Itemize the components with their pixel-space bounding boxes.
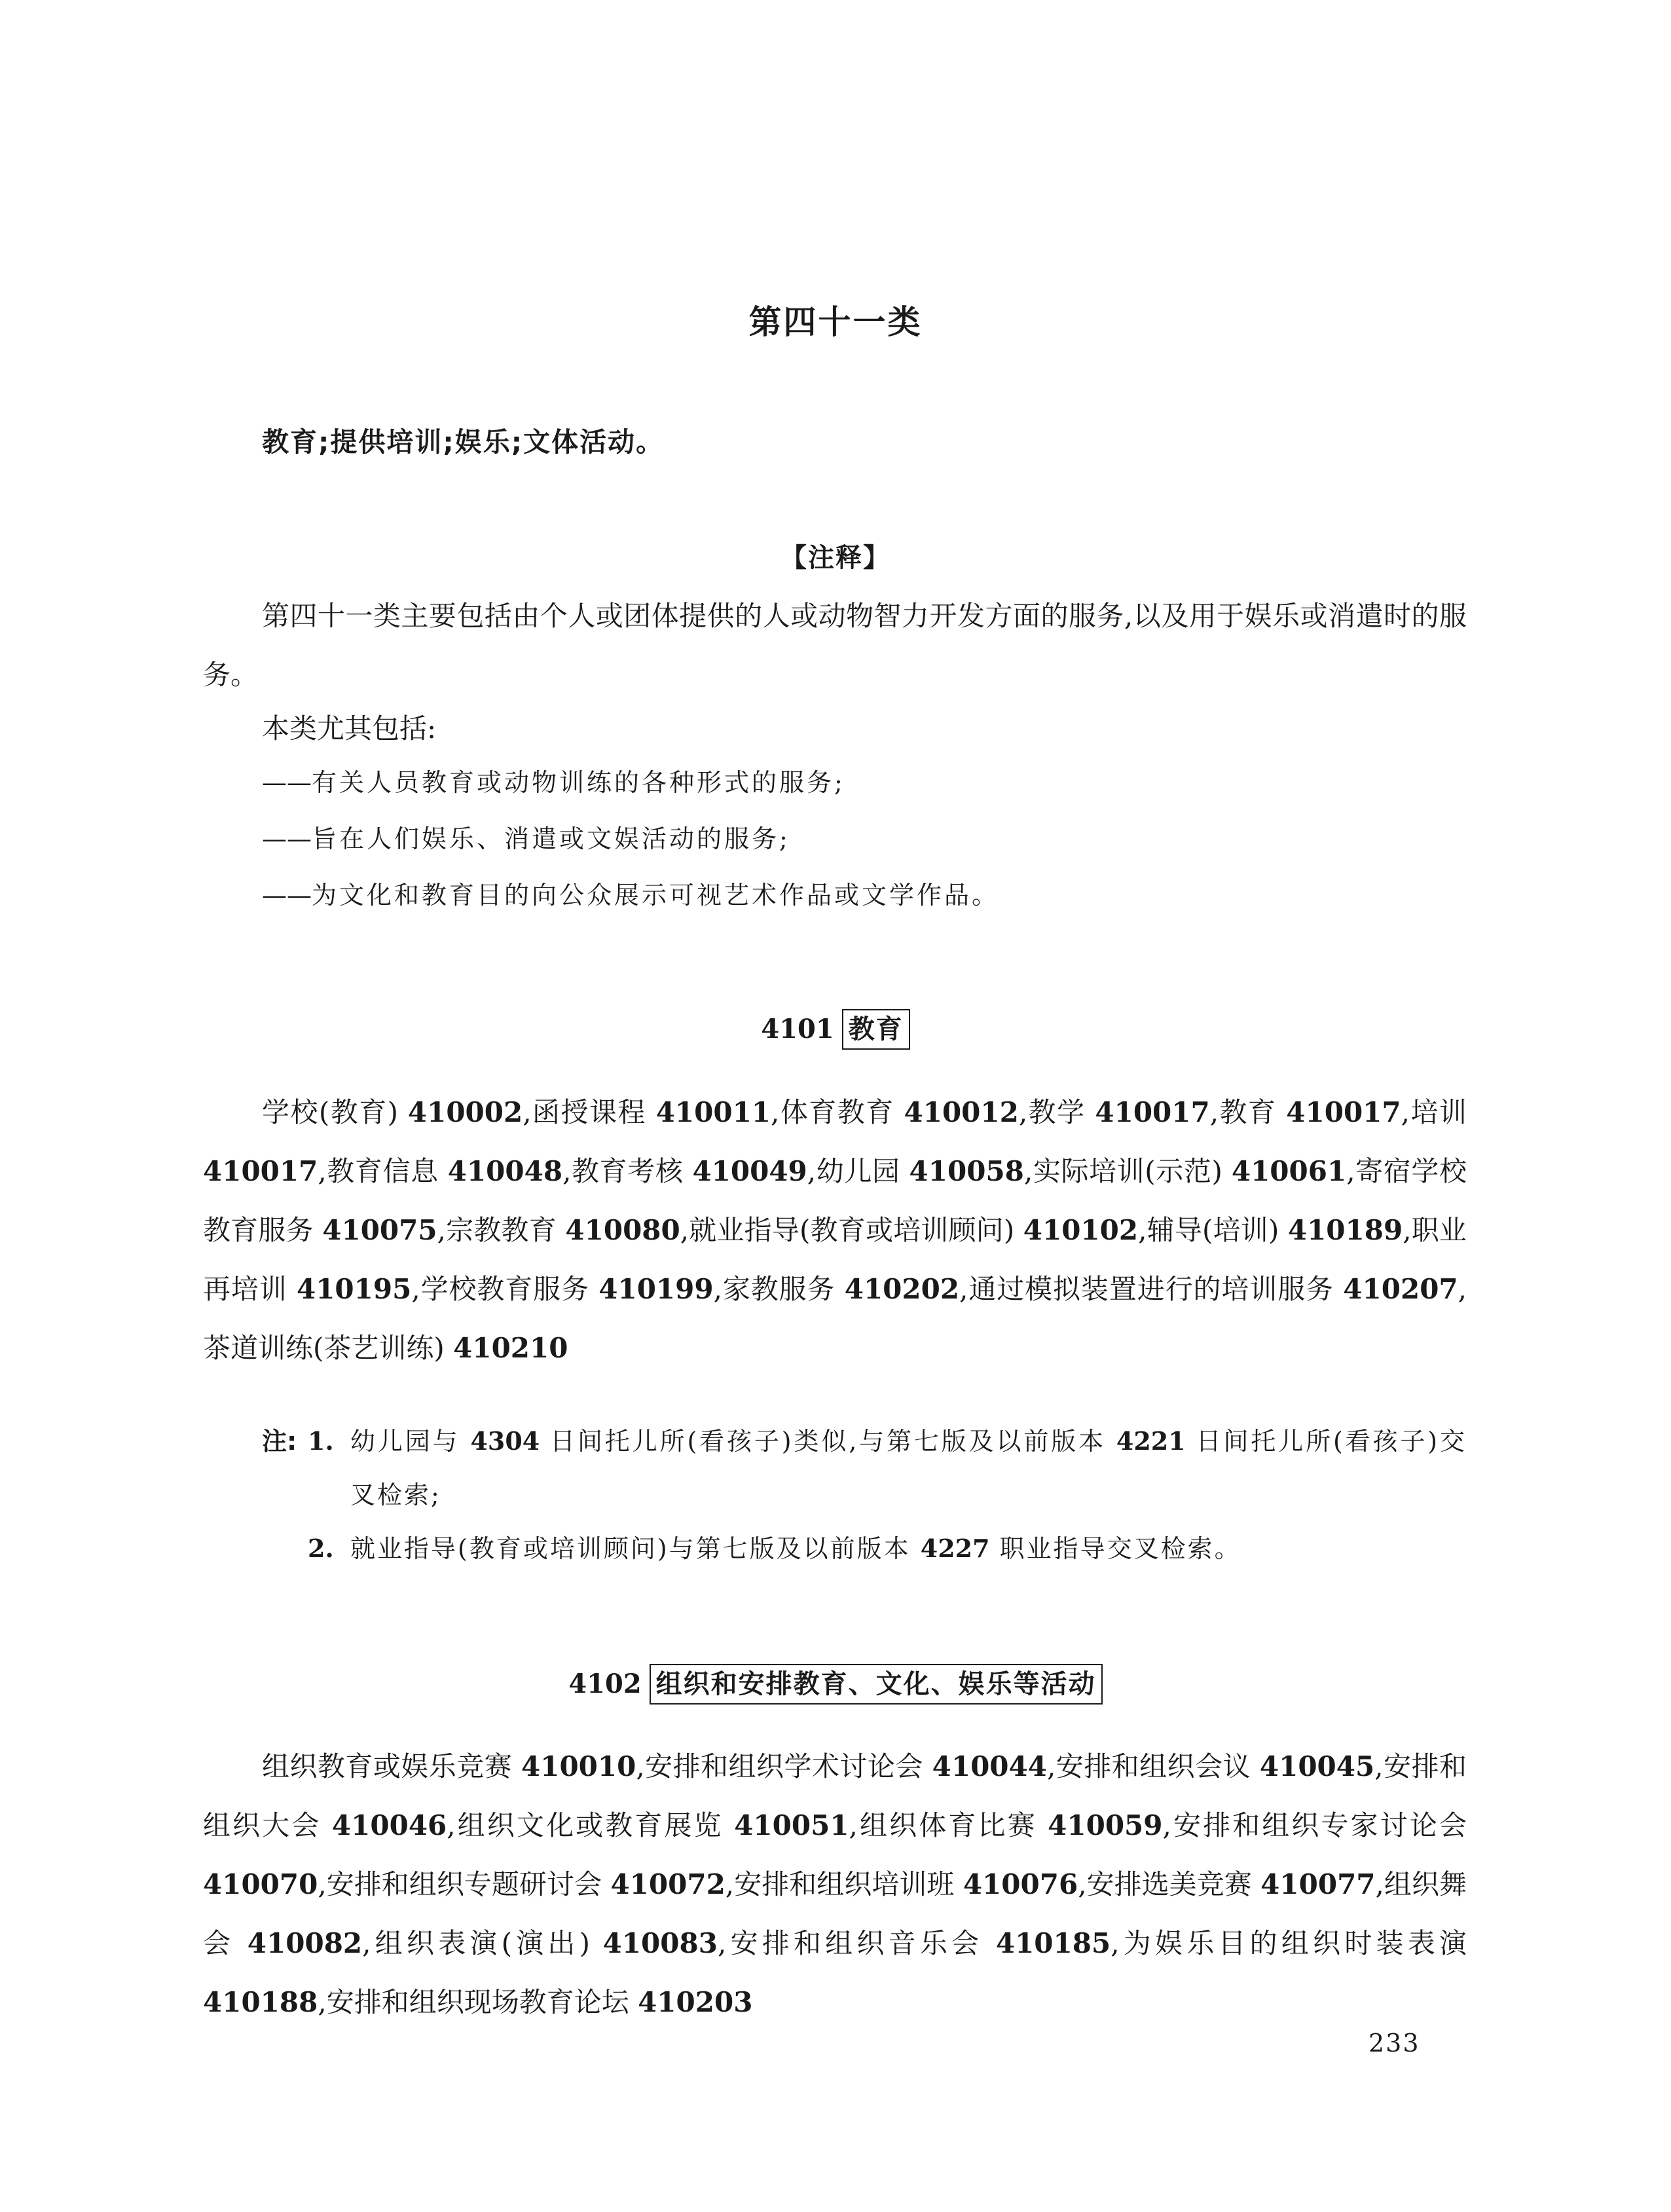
section-number: 4102 (568, 1668, 642, 1699)
entry-name: 就业指导(教育或培训顾问) (689, 1214, 1015, 1246)
entry-item: 安排和组织会议 410045, (1056, 1750, 1384, 1782)
section-entries-4101 (203, 1083, 1467, 1378)
entry-item: 安排和组织专家讨论会 410070, (203, 1809, 1467, 1900)
section-heading-4101 (0, 1008, 1671, 1054)
entry-item: 寄宿学校教育服务 410075, (203, 1155, 1467, 1246)
annotation-list-item-text: 为文化和教育目的向公众展示可视艺术作品或文学作品。 (312, 881, 1000, 910)
entry-item: 幼儿园 410058, (816, 1155, 1033, 1187)
entry-name: 安排和组织培训班 (734, 1868, 955, 1900)
dash-mark: —— (262, 824, 312, 853)
entry-code: 410207 (1343, 1273, 1458, 1305)
entry-code: 410011 (655, 1096, 771, 1128)
entry-item: 为娱乐目的组织时装表演 410188, (203, 1927, 1467, 2018)
entry-name: 宗教教育 (445, 1214, 557, 1246)
entry-name: 组织体育比赛 (857, 1809, 1037, 1841)
entry-code: 410202 (844, 1273, 960, 1305)
entry-code: 410185 (995, 1927, 1111, 1959)
entry-item: 教育信息 410048, (326, 1155, 572, 1187)
entry-code: 410195 (296, 1273, 412, 1305)
entry-item: 安排和组织培训班 410076, (734, 1868, 1087, 1900)
note-code: 4221 (1116, 1426, 1186, 1456)
entry-name: 安排和组织现场教育论坛 (326, 1986, 629, 2018)
entry-name: 组织教育或娱乐竞赛 (262, 1750, 513, 1782)
entry-name: 实际培训(示范) (1033, 1155, 1222, 1187)
entry-code: 410072 (610, 1868, 725, 1900)
entry-name: 函授课程 (531, 1096, 646, 1128)
entry-code: 410188 (203, 1986, 318, 2018)
entry-item: 组织教育或娱乐竞赛 410010, (262, 1750, 645, 1782)
entry-code: 410044 (932, 1750, 1047, 1782)
entry-code: 410070 (203, 1868, 318, 1900)
entry-item: 教学 410017, (1027, 1096, 1219, 1128)
entry-name: 组织文化或教育展览 (455, 1809, 724, 1841)
section-notes-4101 (262, 1414, 1467, 1576)
entry-item: 宗教教育 410080, (445, 1214, 689, 1246)
entry-code: 410083 (602, 1927, 718, 1959)
entry-name: 寄宿学校教育服务 (203, 1155, 1467, 1246)
entry-code: 410077 (1260, 1868, 1376, 1900)
annotation-heading: 【注释】 (780, 543, 891, 573)
entry-item: 辅导(培训) 410189, (1147, 1214, 1412, 1246)
entry-code: 410012 (904, 1096, 1019, 1128)
entry-code: 410051 (734, 1809, 849, 1841)
entry-name: 通过模拟装置进行的培训服务 (968, 1273, 1334, 1305)
entry-code: 410061 (1231, 1155, 1347, 1187)
entry-item: 组织表演(演出) 410083, (371, 1927, 727, 1959)
entry-code: 410080 (565, 1214, 680, 1246)
note-text-part: 日间托儿所(看孩子)类似,与第七版及以前版本 (550, 1427, 1106, 1456)
entry-item: 学校(教育) 410002, (262, 1096, 532, 1128)
entry-name: 组织舞会 (203, 1868, 1467, 1959)
annotation-list-item (262, 811, 1467, 867)
entry-item (203, 1332, 568, 1364)
entry-code: 410045 (1259, 1750, 1375, 1782)
note-text-part: 职业指导交叉检索。 (999, 1534, 1241, 1563)
entry-code: 410189 (1287, 1214, 1403, 1246)
entry-name: 安排和组织大会 (203, 1750, 1467, 1841)
note-number: 2. (308, 1534, 334, 1563)
entry-item: 培训 410017, (203, 1096, 1467, 1187)
note-item (262, 1522, 1467, 1576)
annotation-includes-label: 本类尤其包括: (262, 712, 437, 745)
section-number: 4101 (761, 1014, 834, 1044)
note-code: 4227 (920, 1534, 990, 1563)
entry-item: 安排和组织音乐会 410185, (726, 1927, 1120, 1959)
entry-name: 茶道训练(茶艺训练) (203, 1332, 445, 1364)
entry-item: 职业再培训 410195, (203, 1214, 1467, 1305)
entry-name: 教育考核 (571, 1155, 684, 1187)
entry-name: 安排选美竞赛 (1086, 1868, 1252, 1900)
entry-item: 组织文化或教育展览 410051, (455, 1809, 858, 1841)
entry-name: 安排和组织会议 (1056, 1750, 1251, 1782)
note-text-part: 幼儿园与 (350, 1427, 460, 1456)
entry-name: 安排和组织音乐会 (726, 1927, 983, 1959)
entry-code: 410017 (203, 1155, 318, 1187)
annotation-list-item (262, 754, 1467, 811)
entry-name: 辅导(培训) (1147, 1214, 1279, 1246)
entry-name: 教育信息 (326, 1155, 439, 1187)
note-text (350, 1414, 1467, 1522)
annotation-list-item-text: 旨在人们娱乐、消遣或文娱活动的服务; (312, 824, 790, 853)
note-text (350, 1522, 1467, 1576)
note-number: 1. (308, 1426, 334, 1456)
entry-name: 培训 (1409, 1096, 1467, 1128)
entry-code: 410010 (521, 1750, 636, 1782)
entry-code: 410102 (1023, 1214, 1139, 1246)
entry-item: 组织舞会 410082, (203, 1868, 1467, 1959)
dash-mark: —— (262, 768, 312, 797)
entry-item: 安排和组织专题研讨会 410072, (326, 1868, 735, 1900)
entry-name: 学校教育服务 (420, 1273, 589, 1305)
class-subtitle: 教育;提供培训;娱乐;文体活动。 (262, 426, 665, 458)
annotation-list (262, 754, 1467, 923)
note-code: 4304 (470, 1426, 540, 1456)
entry-code: 410076 (963, 1868, 1078, 1900)
entry-code: 410048 (447, 1155, 563, 1187)
entry-code: 410049 (692, 1155, 807, 1187)
entry-name: 职业再培训 (203, 1214, 1467, 1305)
entry-name: 安排和组织学术讨论会 (644, 1750, 923, 1782)
notes-label: 注: (262, 1427, 297, 1456)
entry-name: 安排和组织专家讨论会 (1171, 1809, 1467, 1841)
section-title: 组织和安排教育、文化、娱乐等活动 (650, 1664, 1103, 1705)
entry-item: 教育考核 410049, (571, 1155, 817, 1187)
entry-code: 410058 (909, 1155, 1024, 1187)
entry-name: 安排和组织专题研讨会 (326, 1868, 602, 1900)
entry-code: 410082 (247, 1927, 363, 1959)
entry-name: 学校(教育) (262, 1096, 399, 1128)
entry-item: 实际培训(示范) 410061, (1033, 1155, 1355, 1187)
entry-code: 410199 (598, 1273, 714, 1305)
entry-name: 幼儿园 (816, 1155, 900, 1187)
entry-code: 410002 (407, 1096, 523, 1128)
page-number: 233 (1368, 2029, 1420, 2057)
entry-name: 组织表演(演出) (371, 1927, 591, 1959)
note-text-part: 日间托儿所(看孩子)交叉检索; (350, 1427, 1467, 1509)
annotation-list-item (262, 867, 1467, 923)
entry-name: 为娱乐目的组织时装表演 (1119, 1927, 1467, 1959)
entry-item: 学校教育服务 410199, (420, 1273, 722, 1305)
section-entries-4102 (203, 1737, 1467, 2032)
entry-code: 410059 (1048, 1809, 1163, 1841)
entry-item: 组织体育比赛 410059, (857, 1809, 1171, 1841)
entry-code: 410017 (1095, 1096, 1210, 1128)
note-text-part: 就业指导(教育或培训顾问)与第七版及以前版本 (350, 1534, 911, 1563)
entry-item: 函授课程 410011, (531, 1096, 780, 1128)
entry-name: 教学 (1027, 1096, 1086, 1128)
entry-code: 410017 (1286, 1096, 1401, 1128)
entry-item (327, 1986, 753, 2018)
annotation-intro: 第四十一类主要包括由个人或团体提供的人或动物智力开发方面的服务,以及用于娱乐或消遣时的服务。 (203, 600, 1467, 691)
entry-item: 安排和组织大会 410046, (203, 1750, 1467, 1841)
entry-code: 410203 (638, 1986, 753, 2018)
entry-code: 410046 (331, 1809, 447, 1841)
entry-item: 教育 410017, (1219, 1096, 1410, 1128)
entry-item: 安排和组织学术讨论会 410044, (644, 1750, 1056, 1782)
annotation-list-item-text: 有关人员教育或动物训练的各种形式的服务; (312, 768, 845, 797)
entry-name: 家教服务 (722, 1273, 836, 1305)
entry-item: 家教服务 410202, (722, 1273, 968, 1305)
section-title: 教育 (842, 1009, 910, 1050)
entry-name: 教育 (1219, 1096, 1277, 1128)
entry-item: 体育教育 410012, (779, 1096, 1028, 1128)
class-title: 第四十一类 (748, 303, 923, 341)
entry-name: 体育教育 (779, 1096, 894, 1128)
entry-item: 通过模拟装置进行的培训服务 410207, (968, 1273, 1467, 1305)
note-item (262, 1414, 1467, 1522)
entry-code: 410210 (453, 1332, 568, 1364)
dash-mark: —— (262, 881, 312, 910)
entry-code: 410075 (322, 1214, 437, 1246)
entry-item: 就业指导(教育或培训顾问) 410102, (689, 1214, 1147, 1246)
entry-item: 安排选美竞赛 410077, (1086, 1868, 1384, 1900)
section-heading-4102 (0, 1663, 1671, 1709)
